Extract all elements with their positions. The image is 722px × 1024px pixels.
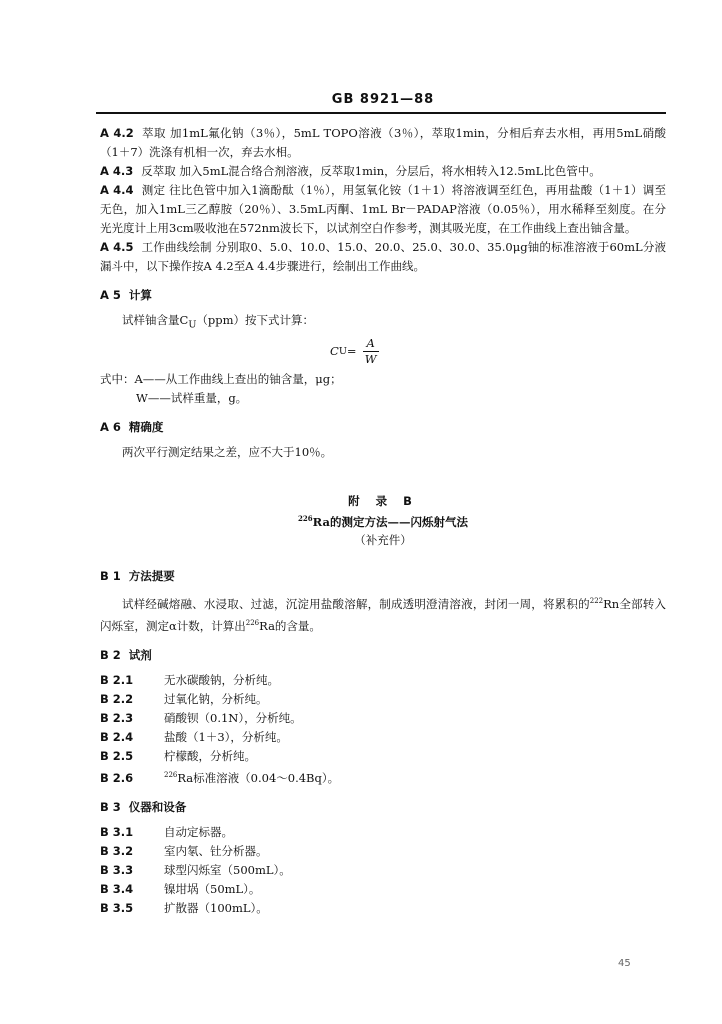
formula-denominator: W xyxy=(364,351,377,366)
clause-a45 xyxy=(100,238,666,276)
section-title: 仪器和设备 xyxy=(128,799,187,814)
appendix-note: （补充件） xyxy=(354,533,412,548)
list-item: B 3.4 镍坩埚（50mL）。 xyxy=(100,881,261,896)
clause-text: 测定 往比色管中加入1滴酚酞（1％），用氢氧化铵（1＋1）将溶液调至红色，再用盐酸（1＋1）调至无色，加入1mL三乙醇胺（20％）、3.5mL丙酮、1mL Br－PADAP溶液（0.05％），用水稀释至刻度。在分光光度计上用3cm吸收池在572nm波长下，以试剂空白作参考，测其吸光度，在工作曲线上查出铀含量。 xyxy=(100,183,666,235)
appendix-title: 附 录 B xyxy=(348,494,418,509)
formula-fraction xyxy=(363,336,379,367)
section-title: 精确度 xyxy=(128,420,164,435)
list-item: B 3.2 室内氡、钍分析器。 xyxy=(100,843,268,858)
list-item: B 3.5 扩散器（100mL）。 xyxy=(100,900,268,915)
header-divider xyxy=(96,112,666,114)
section-title: 计算 xyxy=(128,288,152,302)
appendix-b-title-block xyxy=(100,492,666,549)
clause-a43 xyxy=(100,162,666,181)
list-item: B 2.4 盐酸（1＋3），分析纯。 xyxy=(100,729,288,744)
section-number: A 6 xyxy=(100,420,121,435)
clause-number: A 4.3 xyxy=(100,164,134,178)
reagent-list xyxy=(100,671,666,788)
uranium-formula xyxy=(330,334,666,368)
equipment-list xyxy=(100,823,666,918)
method-summary: 试样经碱熔融、水浸取、过滤，沉淀用盐酸溶解，制成透明澄清溶液，封闭一周，将累积的$^{222}$Rn全部转入闪烁室，测定α计数，计算出$^{226}$Ra的含量。 xyxy=(100,596,666,633)
list-item: B 3.3 球型闪烁室（500mL）。 xyxy=(100,862,291,877)
clause-a44 xyxy=(100,181,666,238)
section-heading-b1 xyxy=(100,567,666,586)
section-number: B 2 xyxy=(100,647,121,662)
clause-number: A 4.5 xyxy=(100,240,134,254)
formula-lhs: C xyxy=(330,343,339,358)
section-heading-b3 xyxy=(100,798,666,817)
list-item: B 2.2 过氧化钠，分析纯。 xyxy=(100,691,268,706)
section-number: A 5 xyxy=(100,288,121,302)
calc-intro: 试样铀含量$C_U(ppm)$按下式计算： xyxy=(122,313,315,331)
formula-numerator: A xyxy=(363,336,379,352)
section-heading-b2 xyxy=(100,646,666,665)
section-heading-a5 xyxy=(100,286,666,305)
clause-number: A 4.4 xyxy=(100,183,134,197)
list-item: B 3.1 自动定标器。 xyxy=(100,824,233,839)
section-title: 方法提要 xyxy=(128,569,175,584)
section-number: B 1 xyxy=(100,569,121,584)
appendix-subtitle: $^{226}$Ra的测定方法——闪烁射气法 xyxy=(298,514,468,530)
clause-a42 xyxy=(100,124,666,162)
section-title: 试剂 xyxy=(128,647,152,662)
section-heading-a6 xyxy=(100,418,666,437)
clause-text: 萃取 加1mL氟化钠（3％），5mL TOPO溶液（3％），萃取1min，分相后弃去水相，再用5mL硝酸（1＋7）洗涤有机相一次，弃去水相。 xyxy=(100,126,666,159)
list-item: B 2.6 $^{226}$Ra标准溶液（0.04～0.4Bq）。 xyxy=(100,770,340,785)
formula-lhs-subscript: U xyxy=(338,345,347,357)
formula-explanation-w: W——试样重量，g。 xyxy=(136,391,248,406)
document-header: GB 8921—88 xyxy=(331,92,435,107)
precision-text: 两次平行测定结果之差，应不大于10％。 xyxy=(122,445,333,460)
page-number: 45 xyxy=(618,958,631,969)
list-item: B 2.1 无水碳酸钠，分析纯。 xyxy=(100,672,279,687)
section-number: B 3 xyxy=(100,799,121,814)
clause-text: 工作曲线绘制 分别取0、5.0、10.0、15.0、20.0、25.0、30.0、35.0μg铀的标准溶液于60mL分液漏斗中，以下操作按A 4.2至A 4.4步骤进行，绘制出工作曲线。 xyxy=(100,240,666,273)
list-item: B 2.3 硝酸钡（0.1N），分析纯。 xyxy=(100,710,302,725)
formula-equals: = xyxy=(346,343,357,358)
clause-text: 反萃取 加入5mL混合络合剂溶液，反萃取1min，分层后，将水相转入12.5mL比色管中。 xyxy=(141,164,601,178)
clause-number: A 4.2 xyxy=(100,126,134,140)
page-body xyxy=(100,124,666,918)
list-item: B 2.5 柠檬酸，分析纯。 xyxy=(100,748,256,763)
formula-explanation-a: 式中：A——从工作曲线上查出的铀含量，μg； xyxy=(100,372,342,387)
